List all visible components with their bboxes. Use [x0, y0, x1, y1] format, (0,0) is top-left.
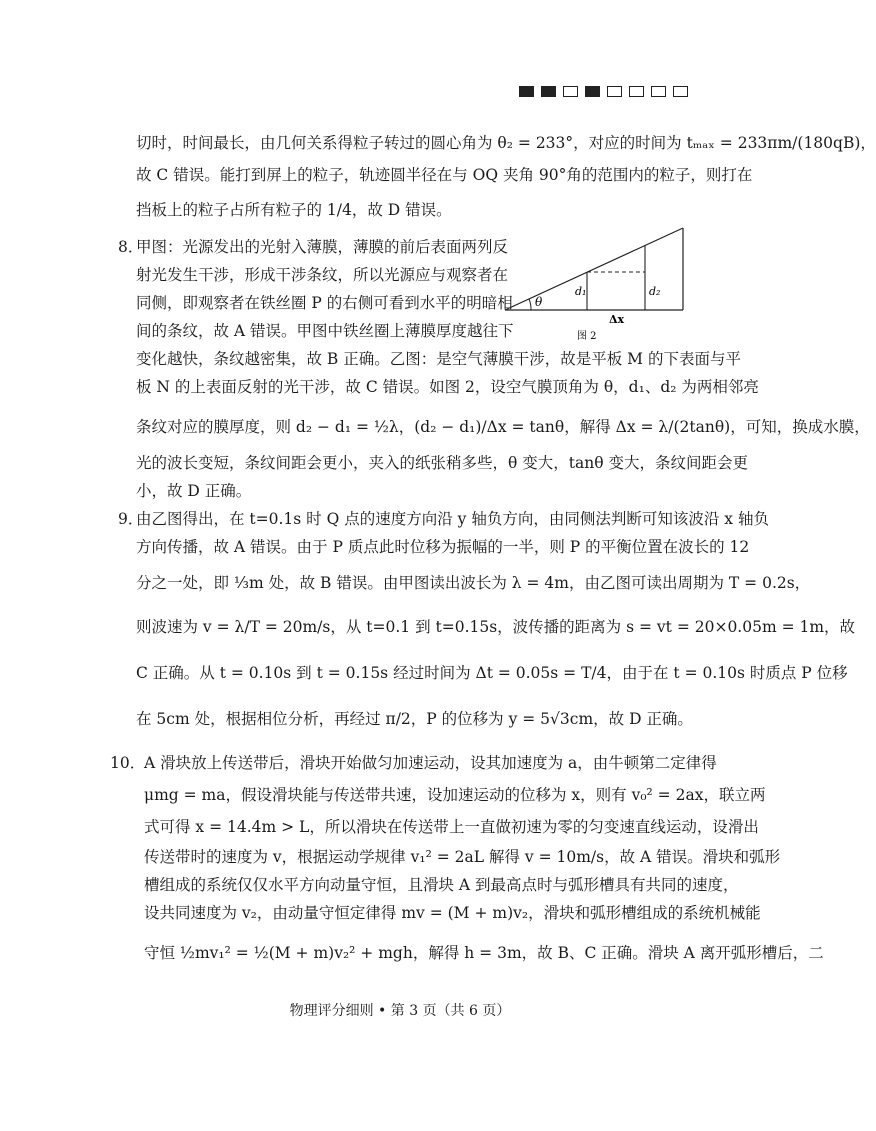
page-mark-filled [541, 86, 556, 97]
page-progress-marks [519, 86, 688, 97]
text-line: 由乙图得出，在 t=0.1s 时 Q 点的速度方向沿 y 轴负方向，由同侧法判断可知该波沿 x 轴负 [136, 510, 769, 528]
air-wedge-diagram [505, 224, 685, 344]
page-footer: 物理评分细则 • 第 3 页（共 6 页） [289, 1003, 511, 1019]
text-line: 挡板上的粒子占所有粒子的 1/4，故 D 错误。 [136, 201, 452, 219]
text-line: 守恒 ½mv₁² = ½(M + m)v₂² + mgh，解得 h = 3m，故 B、C 正确。滑块 A 离开弧形槽后，二 [144, 944, 824, 962]
text-line: 光的波长变短，条纹间距会更小，夹入的纸张稍多些，θ 变大，tanθ 变大，条纹间距会更 [136, 454, 748, 472]
text-line: 传送带时的速度为 v，根据运动学规律 v₁² = 2aL 解得 v = 10m/s，故 A 错误。滑块和弧形 [144, 848, 781, 866]
d1-label: d₁ [575, 285, 587, 298]
theta-arc [529, 299, 531, 310]
question-number: 8． [118, 238, 144, 256]
question-number: 10． [110, 754, 146, 772]
text-line: 板 N 的上表面反射的光干涉，故 C 错误。如图 2，设空气膜顶角为 θ，d₁、d₂ 为两相邻亮 [136, 378, 759, 396]
text-line: 式可得 x = 14.4m > L，所以滑块在传送带上一直做初速为零的匀变速直线运动，设滑出 [144, 818, 759, 836]
text-line: 在 5cm 处，根据相位分析，再经过 π/2，P 的位移为 y = 5√3cm，故 D 正确。 [136, 710, 693, 728]
text-line: 分之一处，即 ⅓m 处，故 B 错误。由甲图读出波长为 λ = 4m，由乙图可读出周期为 T = 0.2s， [136, 574, 811, 592]
text-line: 小，故 D 正确。 [136, 482, 252, 500]
page-mark-empty [563, 86, 578, 97]
text-line: 同侧，即观察者在铁丝圈 P 的右侧可看到水平的明暗相 [136, 294, 513, 312]
text-line: 故 C 错误。能打到屏上的粒子，轨迹圆半径在与 OQ 夹角 90°角的范围内的粒子，则打在 [136, 166, 753, 184]
page-mark-empty [651, 86, 666, 97]
text-line: A 滑块放上传送带后，滑块开始做匀加速运动，设其加速度为 a，由牛顿第二定律得 [144, 754, 717, 772]
text-line: 甲图：光源发出的光射入薄膜，薄膜的前后表面两列反 [136, 238, 509, 256]
figure-2-air-wedge [505, 224, 685, 344]
page-mark-empty [629, 86, 644, 97]
text-line: 方向传播，故 A 错误。由于 P 质点此时位移为振幅的一半，则 P 的平衡位置在波长的 12 [136, 538, 750, 556]
theta-label: θ [535, 295, 543, 309]
question-number: 9． [118, 510, 144, 528]
page-mark-filled [519, 86, 534, 97]
page-mark-empty [607, 86, 622, 97]
text-line: 槽组成的系统仅仅水平方向动量守恒，且滑块 A 到最高点时与弧形槽具有共同的速度， [144, 876, 739, 894]
page-mark-empty [673, 86, 688, 97]
text-line: 设共同速度为 v₂，由动量守恒定律得 mv = (M + m)v₂，滑块和弧形槽组成的系统机械能 [144, 904, 761, 922]
page-mark-filled [585, 86, 600, 97]
text-line: 切时，时间最长，由几何关系得粒子转过的圆心角为 θ₂ = 233°，对应的时间为 tₘₐₓ = 233πm/(180qB)， [136, 134, 876, 152]
text-line: 间的条纹，故 A 错误。甲图中铁丝圈上薄膜厚度越往下 [136, 322, 514, 340]
d2-label: d₂ [649, 285, 661, 298]
dx-label: Δx [609, 313, 625, 326]
text-line: C 正确。从 t = 0.10s 到 t = 0.15s 经过时间为 Δt = 0.05s = T/4，由于在 t = 0.10s 时质点 P 位移 [136, 664, 848, 682]
text-line: μmg = ma，假设滑块能与传送带共速，设加速运动的位移为 x，则有 v₀² = 2ax，联立两 [144, 786, 766, 804]
text-line: 条纹对应的膜厚度，则 d₂ − d₁ = ½λ，(d₂ − d₁)/Δx = tanθ，解得 Δx = λ/(2tanθ)，可知，换成水膜， [136, 418, 870, 436]
text-line: 射光发生干涉，形成干涉条纹，所以光源应与观察者在 [136, 266, 509, 284]
text-line: 则波速为 v = λ/T = 20m/s，从 t=0.1 到 t=0.15s，波传播的距离为 s = vt = 20×0.05m = 1m，故 [136, 618, 856, 636]
figure-caption: 图 2 [577, 331, 597, 342]
text-line: 变化越快，条纹越密集，故 B 正确。乙图：是空气薄膜干涉，故是平板 M 的下表面与平 [136, 350, 741, 368]
